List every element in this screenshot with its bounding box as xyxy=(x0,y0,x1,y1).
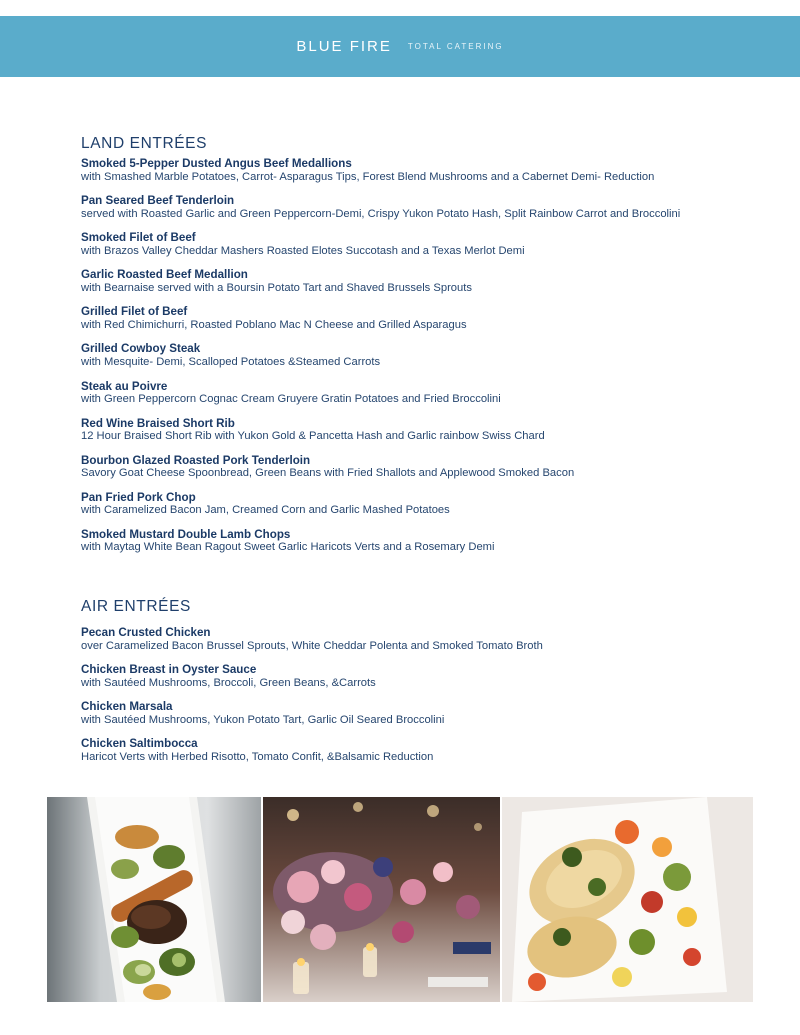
brand-name: BLUE FIRE xyxy=(296,38,392,55)
menu-item xyxy=(81,701,681,726)
menu-item xyxy=(81,381,681,406)
menu-item xyxy=(81,232,681,257)
air-entrees-title: AIR ENTRÉES xyxy=(81,598,191,615)
item-description: with Bearnaise served with a Boursin Potato Tart and Shaved Brussels Sprouts xyxy=(81,281,472,294)
menu-item xyxy=(81,306,681,331)
menu-item xyxy=(81,158,681,183)
item-description: with Sautéed Mushrooms, Yukon Potato Tart, Garlic Oil Seared Broccolini xyxy=(81,713,445,726)
item-description: over Caramelized Bacon Brussel Sprouts, White Cheddar Polenta and Smoked Tomato Broth xyxy=(81,639,543,652)
menu-item xyxy=(81,738,681,763)
item-description: with Caramelized Bacon Jam, Creamed Corn and Garlic Mashed Potatoes xyxy=(81,504,450,517)
item-description: with Maytag White Bean Ragout Sweet Garlic Haricots Verts and a Rosemary Demi xyxy=(81,541,495,554)
page-header xyxy=(0,16,800,77)
item-description: served with Roasted Garlic and Green Peppercorn-Demi, Crispy Yukon Potato Hash, Split Rainbow Carrot and Broccolini xyxy=(81,207,681,220)
item-name: Steak au Poivre xyxy=(81,379,168,393)
item-description: with Smashed Marble Potatoes, Carrot- Asparagus Tips, Forest Blend Mushrooms and a Cabernet Demi- Reduction xyxy=(81,170,655,183)
land-entrees-list xyxy=(81,158,681,566)
photo-strip xyxy=(47,797,753,1002)
item-name: Garlic Roasted Beef Medallion xyxy=(81,268,248,282)
item-name: Chicken Breast in Oyster Sauce xyxy=(81,663,257,677)
plated-beef-photo xyxy=(47,797,261,1002)
item-name: Pecan Crusted Chicken xyxy=(81,626,211,639)
item-description: with Mesquite- Demi, Scalloped Potatoes &Steamed Carrots xyxy=(81,355,381,368)
menu-item xyxy=(81,195,681,220)
menu-item xyxy=(81,627,681,652)
item-name: Grilled Cowboy Steak xyxy=(81,342,201,356)
item-name: Bourbon Glazed Roasted Pork Tenderloin xyxy=(81,453,311,467)
menu-item xyxy=(81,418,681,443)
menu-item xyxy=(81,455,681,480)
menu-item xyxy=(81,269,681,294)
item-name: Grilled Filet of Beef xyxy=(81,305,188,319)
item-description: with Brazos Valley Cheddar Mashers Roasted Elotes Succotash and a Texas Merlot Demi xyxy=(81,244,525,257)
brand-tagline: TOTAL CATERING xyxy=(407,42,504,51)
menu-item xyxy=(81,492,681,517)
item-name: Smoked Mustard Double Lamb Chops xyxy=(81,527,291,541)
item-description: 12 Hour Braised Short Rib with Yukon Gold & Pancetta Hash and Garlic rainbow Swiss Chard xyxy=(81,430,545,443)
item-description: with Red Chimichurri, Roasted Poblano Mac N Cheese and Grilled Asparagus xyxy=(81,318,467,331)
menu-item xyxy=(81,529,681,554)
herb-chicken-photo xyxy=(502,797,753,1002)
menu-item xyxy=(81,664,681,689)
item-description: with Sautéed Mushrooms, Broccoli, Green Beans, &Carrots xyxy=(81,676,376,689)
item-name: Chicken Marsala xyxy=(81,700,173,714)
menu-item xyxy=(81,343,681,368)
item-name: Smoked 5-Pepper Dusted Angus Beef Medallions xyxy=(81,157,352,170)
air-entrees-list xyxy=(81,627,681,775)
item-name: Chicken Saltimbocca xyxy=(81,737,198,751)
item-description: Haricot Verts with Herbed Risotto, Tomato Confit, &Balsamic Reduction xyxy=(81,750,434,763)
item-name: Red Wine Braised Short Rib xyxy=(81,416,235,430)
item-name: Pan Fried Pork Chop xyxy=(81,490,196,504)
land-entrees-title: LAND ENTRÉES xyxy=(81,135,208,152)
item-name: Smoked Filet of Beef xyxy=(81,231,196,245)
item-description: Savory Goat Cheese Spoonbread, Green Beans with Fried Shallots and Applewood Smoked Bacon xyxy=(81,467,575,480)
floral-centerpiece-photo xyxy=(263,797,500,1002)
item-description: with Green Peppercorn Cognac Cream Gruyere Gratin Potatoes and Fried Broccolini xyxy=(81,393,501,406)
item-name: Pan Seared Beef Tenderloin xyxy=(81,194,235,208)
